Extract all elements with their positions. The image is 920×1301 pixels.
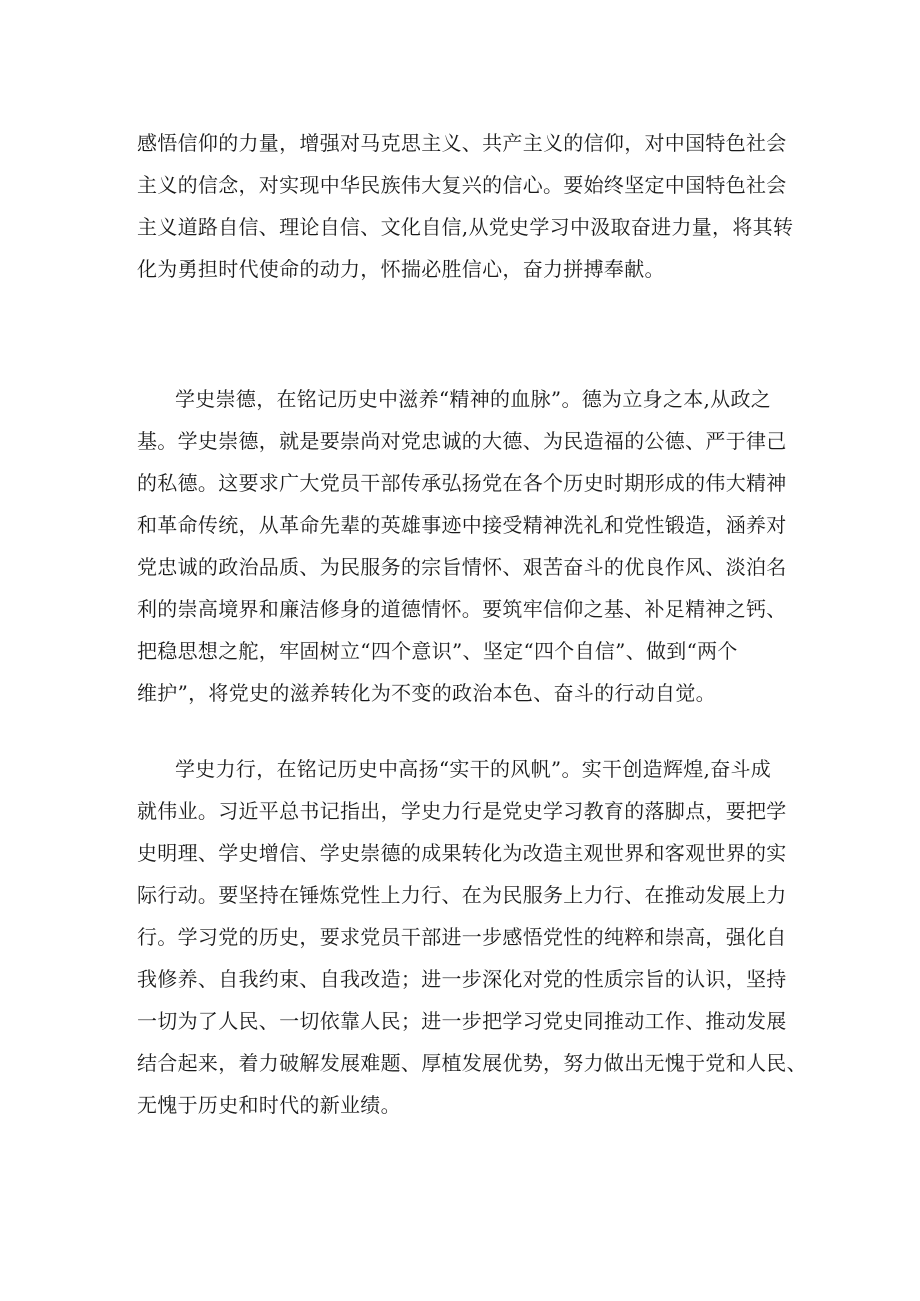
text-line: 党忠诚的政治品质、为民服务的宗旨情怀、艰苦奋斗的优良作风、淡泊名 <box>137 555 787 579</box>
paragraph-2 <box>137 378 797 714</box>
text-line: 学史力行，在铭记历史中高扬“实干的风帆”。实干创造辉煌,奋斗成 <box>175 757 772 781</box>
text-line: 感悟信仰的力量，增强对马克思主义、共产主义的信仰，对中国特色社会 <box>137 131 787 155</box>
text-line: 主义道路自信、理论自信、文化自信,从党史学习中汲取奋进力量，将其转 <box>137 215 794 239</box>
paragraph-1 <box>137 122 797 290</box>
text-line: 际行动。要坚持在锤炼党性上力行、在为民服务上力行、在推动发展上力 <box>137 883 787 907</box>
paragraph-3 <box>137 748 807 1126</box>
text-line: 维护”，将党史的滋养转化为不变的政治本色、奋斗的行动自觉。 <box>137 681 716 705</box>
text-line: 把稳思想之舵，牢固树立“四个意识”、坚定“四个自信”、做到“两个 <box>137 639 738 663</box>
text-line: 利的崇高境界和廉洁修身的道德情怀。要筑牢信仰之基、补足精神之钙、 <box>137 597 787 621</box>
text-line: 我修养、自我约束、自我改造；进一步深化对党的性质宗旨的认识，坚持 <box>137 967 787 991</box>
text-line: 基。学史崇德，就是要崇尚对党忠诚的大德、为民造福的公德、严于律己 <box>137 429 787 453</box>
text-line: 和革命传统，从革命先辈的英雄事迹中接受精神洗礼和党性锻造，涵养对 <box>137 513 787 537</box>
text-line: 就伟业。习近平总书记指出，学史力行是党史学习教育的落脚点，要把学 <box>137 799 787 823</box>
text-line: 学史崇德，在铭记历史中滋养“精神的血脉”。德为立身之本,从政之 <box>175 387 772 411</box>
text-line: 无愧于历史和时代的新业绩。 <box>137 1093 401 1117</box>
text-line: 史明理、学史增信、学史崇德的成果转化为改造主观世界和客观世界的实 <box>137 841 787 865</box>
text-line: 的私德。这要求广大党员干部传承弘扬党在各个历史时期形成的伟大精神 <box>137 471 787 495</box>
text-line: 行。学习党的历史，要求党员干部进一步感悟党性的纯粹和崇高，强化自 <box>137 925 787 949</box>
text-line: 一切为了人民、一切依靠人民；进一步把学习党史同推动工作、推动发展 <box>137 1009 787 1033</box>
text-line: 化为勇担时代使命的动力，怀揣必胜信心，奋力拼搏奉献。 <box>137 257 665 281</box>
text-line: 结合起来，着力破解发展难题、厚植发展优势，努力做出无愧于党和人民、 <box>137 1051 807 1075</box>
text-line: 主义的信念，对实现中华民族伟大复兴的信心。要始终坚定中国特色社会 <box>137 173 787 197</box>
